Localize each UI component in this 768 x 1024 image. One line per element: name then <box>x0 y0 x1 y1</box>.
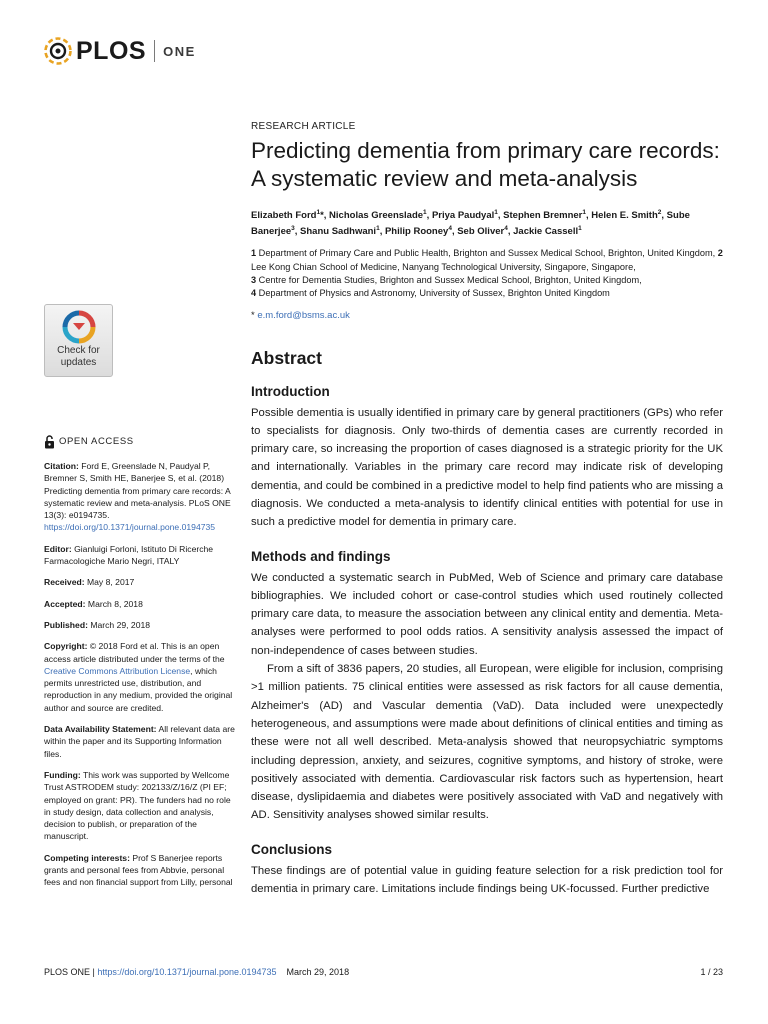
author-list <box>251 206 723 238</box>
author-name: *, Nicholas Greenslade <box>320 210 424 222</box>
affil-text: Centre for Dementia Studies, Brighton and Sussex Medical School, Brighton, United Kingdom, <box>256 274 642 285</box>
author-affil-sup: 1 <box>494 209 498 216</box>
editor-text: Gianluigi Forloni, Istituto Di Ricerche Farmacologiche Mario Negri, ITALY <box>44 543 214 567</box>
author-affil-sup: 1 <box>423 209 427 216</box>
corresponding-email <box>251 310 723 321</box>
accepted-text: March 8, 2018 <box>85 598 143 609</box>
affil-number: 4 <box>251 288 257 299</box>
footer-date: March 29, 2018 <box>286 967 350 977</box>
data-availability-label: Data Availability Statement: <box>44 724 157 735</box>
received-label: Received: <box>44 577 85 588</box>
copyright-text-2: , which permits unrestricted use, distribution, and reproduction in any medium, provided the original author and source are credited. <box>44 665 233 713</box>
citation-doi-link[interactable]: https://doi.org/10.1371/journal.pone.0194735 <box>44 522 216 533</box>
author-name: , Seb Oliver <box>451 226 505 238</box>
abstract-heading: Abstract <box>251 347 322 368</box>
affil-text: Department of Physics and Astronomy, University of Sussex, Brighton United Kingdom <box>256 288 610 299</box>
logo-text: PLOS <box>76 36 147 65</box>
funding-text: This work was supported by Wellcome Trust ASTRODEM study: 202133/Z/16/Z (PI EF; employed on grant: PR). The funders had no role in study design, data collection and analysis, decision to publish, or preparation of the manuscript. <box>44 769 231 842</box>
affil-text: Lee Kong Chian School of Medicine, Nanyang Technological University, Singapore, Singapore, <box>251 261 636 272</box>
email-star: * <box>251 309 258 321</box>
methods-text-1: We conducted a systematic search in PubMed, Web of Science and primary care database bibliographies. We included cohort or case-control studies which used routinely collected primary care data, to measure the association between any clinical entity and dementia. Meta-analyses were performed to pool odds ratios. A sensitivity analysis assessed the impact of non-independence of cases between studies. <box>251 571 723 657</box>
page-number: 1 / 23 <box>700 967 723 977</box>
methods-text-2: From a sift of 3836 papers, 20 studies, all European, were eligible for inclusion, comprising >1 million patients. 75 clinical entities were assessed as risk factors for all cause dementia, Alzheimer's (AD) and Vascular dementia (VaD). Data included were unexpectedly heterogeneous, and assumptions were made about definitions of clinical entities and timing as these were not all well described. Meta-analysis showed that neuropsychiatric symptoms including depression, anxiety, and seizures, cognitive symptoms, and history of stroke, were positively associated with dementia. Cardiovascular risk factors such as hypertension, heart disease, dyslipidaemia and diabetes were positively associated with VaD and negatively with AD. Sensitivity analyses showed similar results. <box>251 663 723 822</box>
footer-journal: PLOS ONE | <box>44 967 98 977</box>
methods-heading: Methods and findings <box>251 548 391 564</box>
accepted-block <box>44 598 236 610</box>
author-name: , Sube Banerjee <box>251 210 690 238</box>
published-block <box>44 619 236 631</box>
plos-logo-icon <box>42 35 74 67</box>
affil-number: 3 <box>251 274 257 285</box>
affil-number: 1 <box>251 248 257 259</box>
check-updates-label-1: Check for <box>57 345 100 356</box>
editor-label: Editor: <box>44 543 72 554</box>
editor-block <box>44 543 236 568</box>
article-sidebar <box>44 435 236 898</box>
author-affil-sup: 1 <box>376 225 380 233</box>
citation-text: Ford E, Greenslade N, Paudyal P, Bremner S, Smith HE, Banerjee S, et al. (2018) Predicting dementia from primary care records: A systematic review and meta-analysis. PLoS ONE 13(3): e0194735. <box>44 461 231 521</box>
article-type: RESEARCH ARTICLE <box>251 121 356 132</box>
funding-label: Funding: <box>44 769 81 780</box>
author-name: , Jackie Cassell <box>507 226 579 238</box>
email-link[interactable]: e.m.ford@bsms.ac.uk <box>257 309 350 321</box>
conclusions-heading: Conclusions <box>251 841 333 857</box>
published-text: March 29, 2018 <box>87 619 151 630</box>
introduction-text: Possible dementia is usually identified in primary care by general practitioners (GPs) who refer to specialists for diagnosis. Only two-thirds of dementia cases are currently recorded in primary care, so increasing the proportion of cases diagnosed is a strategic priority for the UK and internationally. Variables in the primary care record may indicate risk of developing dementia, and could be combined in a predictive model to help find patients who are missing a diagnosis. We conducted a meta-analysis to identify clinical entities with potential for use in such a predictive model for dementia in primary care. <box>251 406 723 529</box>
check-updates-icon <box>62 310 96 344</box>
author-affil-sup: 3 <box>291 225 295 233</box>
funding-block <box>44 769 236 843</box>
author-name: , Shanu Sadhwani <box>294 226 377 238</box>
article-main <box>251 121 723 915</box>
author-affil-sup: 2 <box>657 209 662 216</box>
author-name: , Helen E. Smith <box>585 210 658 222</box>
copyright-label: Copyright: <box>44 641 88 652</box>
competing-interests-block <box>44 852 236 889</box>
logo-journal: ONE <box>163 43 196 59</box>
open-access-badge <box>44 435 236 449</box>
affiliations <box>251 247 723 300</box>
author-name: , Philip Rooney <box>379 226 449 238</box>
author-name: Elizabeth Ford <box>251 210 317 222</box>
author-affil-sup: 4 <box>504 225 508 233</box>
copyright-text-1: © 2018 Ford et al. This is an open access article distributed under the terms of the <box>44 641 225 664</box>
open-access-label: OPEN ACCESS <box>59 435 134 447</box>
received-text: May 8, 2017 <box>84 577 135 588</box>
competing-interests-text: Prof S Banerjee reports grants and personal fees from Abbvie, personal fees and non financial support from Lilly, personal <box>44 852 233 888</box>
author-name: , Priya Paudyal <box>426 210 495 222</box>
author-affil-sup: 1 <box>316 209 321 216</box>
author-affil-sup: 1 <box>582 209 586 216</box>
competing-interests-label: Competing interests: <box>44 852 130 863</box>
journal-header <box>42 34 196 68</box>
affil-text: Department of Primary Care and Public Health, Brighton and Sussex Medical School, Brighton, United Kingdom, <box>256 248 718 259</box>
published-label: Published: <box>44 619 88 630</box>
affil-number: 2 <box>717 248 723 259</box>
data-availability-block <box>44 723 236 760</box>
introduction-heading: Introduction <box>251 383 330 399</box>
check-for-updates-button[interactable] <box>44 304 113 377</box>
page-footer <box>44 967 723 977</box>
article-title: Predicting dementia from primary care records: A systematic review and meta-analysis <box>251 138 720 191</box>
accepted-label: Accepted: <box>44 598 86 609</box>
data-availability-text: All relevant data are within the paper and its Supporting Information files. <box>44 724 235 759</box>
received-block <box>44 576 236 588</box>
author-name: , Stephen Bremner <box>497 210 583 222</box>
author-affil-sup: 1 <box>578 225 582 233</box>
check-updates-label-2: updates <box>60 357 97 368</box>
footer-doi-link[interactable]: https://doi.org/10.1371/journal.pone.0194735 <box>97 967 277 977</box>
conclusions-text: These findings are of potential value in guiding feature selection for a risk prediction tool for dementia in primary care. Limitations include findings being UK-focussed. Further predictive <box>251 864 723 896</box>
logo-divider <box>154 40 155 62</box>
author-affil-sup: 4 <box>448 225 452 233</box>
citation-label: Citation: <box>44 461 79 471</box>
copyright-block <box>44 640 236 714</box>
citation-block <box>44 460 236 534</box>
license-link[interactable]: Creative Commons Attribution License <box>44 665 191 676</box>
footer-citation <box>44 967 349 977</box>
open-lock-icon <box>44 435 55 449</box>
